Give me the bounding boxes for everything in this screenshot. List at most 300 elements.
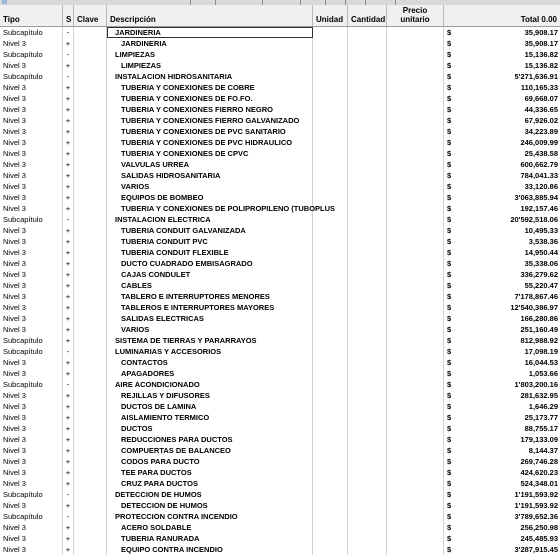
table-row[interactable] bbox=[0, 467, 560, 478]
row-type: Nivel 3 bbox=[0, 401, 63, 412]
row-type: Nivel 3 bbox=[0, 137, 63, 148]
currency-symbol: $ bbox=[447, 292, 452, 301]
currency-symbol: $ bbox=[447, 534, 452, 543]
expand-toggle[interactable]: + bbox=[63, 236, 74, 247]
row-clave bbox=[74, 522, 107, 533]
currency-symbol: $ bbox=[447, 380, 452, 389]
expand-toggle[interactable]: + bbox=[63, 225, 74, 236]
row-clave bbox=[74, 434, 107, 445]
row-cantidad bbox=[348, 412, 387, 423]
row-clave bbox=[74, 137, 107, 148]
row-description[interactable]: VARIOS bbox=[107, 181, 313, 192]
row-clave bbox=[74, 500, 107, 511]
table-row[interactable] bbox=[0, 313, 560, 324]
row-total: 1'191,593.92 bbox=[514, 490, 558, 499]
row-description[interactable]: TEE PARA DUCTOS bbox=[107, 467, 313, 478]
column-header-cantidad[interactable]: Cantidad bbox=[348, 5, 387, 26]
row-description[interactable]: CAJAS CONDULET bbox=[107, 269, 313, 280]
expand-toggle[interactable]: + bbox=[63, 247, 74, 258]
row-clave bbox=[74, 280, 107, 291]
row-cantidad bbox=[348, 137, 387, 148]
table-row[interactable] bbox=[0, 423, 560, 434]
table-row[interactable] bbox=[0, 27, 560, 38]
row-cantidad bbox=[348, 247, 387, 258]
table-row[interactable] bbox=[0, 247, 560, 258]
row-description[interactable]: CONTACTOS bbox=[107, 357, 313, 368]
currency-symbol: $ bbox=[447, 215, 452, 224]
table-row[interactable] bbox=[0, 291, 560, 302]
table-row[interactable] bbox=[0, 379, 560, 390]
currency-symbol: $ bbox=[447, 237, 452, 246]
row-description[interactable]: TUBERIA CONDUIT FLEXIBLE bbox=[107, 247, 313, 258]
expand-toggle[interactable]: + bbox=[63, 148, 74, 159]
row-cantidad bbox=[348, 335, 387, 346]
row-cantidad bbox=[348, 192, 387, 203]
expand-toggle[interactable]: + bbox=[63, 93, 74, 104]
row-cantidad bbox=[348, 346, 387, 357]
row-total: 1'803,200.16 bbox=[514, 380, 558, 389]
row-precio-unitario bbox=[387, 467, 444, 478]
table-row[interactable] bbox=[0, 159, 560, 170]
table-row[interactable] bbox=[0, 445, 560, 456]
expand-toggle[interactable]: - bbox=[63, 49, 74, 60]
row-precio-unitario bbox=[387, 500, 444, 511]
row-unidad bbox=[313, 60, 348, 71]
row-total: 14,950.44 bbox=[524, 248, 558, 257]
expand-toggle[interactable]: - bbox=[63, 71, 74, 82]
row-description[interactable]: DUCTOS DE LAMINA bbox=[107, 401, 313, 412]
row-description[interactable]: CRUZ PARA DUCTOS bbox=[107, 478, 313, 489]
expand-toggle[interactable]: + bbox=[63, 302, 74, 313]
row-total: 7'178,867.46 bbox=[514, 292, 558, 301]
expand-toggle[interactable]: + bbox=[63, 445, 74, 456]
row-description[interactable]: REJILLAS Y DIFUSORES bbox=[107, 390, 313, 401]
table-header bbox=[0, 5, 560, 27]
expand-toggle[interactable]: + bbox=[63, 368, 74, 379]
row-unidad bbox=[313, 137, 348, 148]
table-row[interactable] bbox=[0, 60, 560, 71]
row-description[interactable]: LIMPIEZAS bbox=[107, 49, 313, 60]
table-row[interactable] bbox=[0, 533, 560, 544]
row-type: Nivel 3 bbox=[0, 302, 63, 313]
table-row[interactable] bbox=[0, 412, 560, 423]
row-total: 110,165.33 bbox=[520, 83, 558, 92]
expand-toggle[interactable]: + bbox=[63, 412, 74, 423]
row-description[interactable]: ACERO SOLDABLE bbox=[107, 522, 313, 533]
row-precio-unitario bbox=[387, 159, 444, 170]
row-precio-unitario bbox=[387, 170, 444, 181]
row-clave bbox=[74, 379, 107, 390]
table-row[interactable] bbox=[0, 225, 560, 236]
row-clave bbox=[74, 159, 107, 170]
row-total: 179,133.09 bbox=[520, 435, 558, 444]
currency-symbol: $ bbox=[447, 347, 452, 356]
row-unidad bbox=[313, 302, 348, 313]
expand-toggle[interactable]: + bbox=[63, 456, 74, 467]
expand-toggle[interactable]: - bbox=[63, 379, 74, 390]
expand-toggle[interactable]: + bbox=[63, 401, 74, 412]
row-description[interactable]: TUBERIA Y CONEXIONES DE POLIPROPILENO (TUBOPLUS bbox=[107, 203, 313, 214]
row-precio-unitario bbox=[387, 93, 444, 104]
row-cantidad bbox=[348, 203, 387, 214]
row-type: Nivel 3 bbox=[0, 423, 63, 434]
row-unidad bbox=[313, 203, 348, 214]
expand-toggle[interactable]: + bbox=[63, 181, 74, 192]
row-unidad bbox=[313, 533, 348, 544]
expand-toggle[interactable]: + bbox=[63, 357, 74, 368]
table-row[interactable] bbox=[0, 93, 560, 104]
row-unidad bbox=[313, 214, 348, 225]
row-description[interactable]: CABLES bbox=[107, 280, 313, 291]
row-unidad bbox=[313, 324, 348, 335]
row-clave bbox=[74, 511, 107, 522]
currency-symbol: $ bbox=[447, 336, 452, 345]
row-clave bbox=[74, 126, 107, 137]
expand-toggle[interactable]: - bbox=[63, 511, 74, 522]
table-row[interactable] bbox=[0, 302, 560, 313]
row-clave bbox=[74, 93, 107, 104]
expand-toggle[interactable]: + bbox=[63, 82, 74, 93]
column-header-precio-unitario[interactable]: Precio unitario bbox=[387, 5, 444, 26]
currency-symbol: $ bbox=[447, 446, 452, 455]
table-row[interactable] bbox=[0, 258, 560, 269]
table-row[interactable] bbox=[0, 434, 560, 445]
expand-toggle[interactable]: - bbox=[63, 489, 74, 500]
table-row[interactable] bbox=[0, 456, 560, 467]
row-total: 12'540,386.97 bbox=[510, 303, 558, 312]
row-total: 1,053.66 bbox=[528, 369, 558, 378]
row-description[interactable]: TABLEROS E INTERRUPTORES MAYORES bbox=[107, 302, 313, 313]
table-row[interactable] bbox=[0, 269, 560, 280]
row-description[interactable]: DETECCION DE HUMOS bbox=[107, 489, 313, 500]
table-row[interactable] bbox=[0, 489, 560, 500]
row-total: 35,908.17 bbox=[524, 28, 558, 37]
expand-toggle[interactable]: + bbox=[63, 280, 74, 291]
row-cantidad bbox=[348, 148, 387, 159]
row-description[interactable]: LIMPIEZAS bbox=[107, 60, 313, 71]
row-description[interactable]: DUCTO CUADRADO EMBISAGRADO bbox=[107, 258, 313, 269]
expand-toggle[interactable]: - bbox=[63, 27, 74, 38]
expand-toggle[interactable]: + bbox=[63, 104, 74, 115]
row-clave bbox=[74, 467, 107, 478]
currency-symbol: $ bbox=[447, 204, 452, 213]
row-description[interactable]: AISLAMIENTO TERMICO bbox=[107, 412, 313, 423]
table-row[interactable] bbox=[0, 82, 560, 93]
row-precio-unitario bbox=[387, 27, 444, 38]
column-header-tipo[interactable]: Tipo bbox=[0, 5, 63, 26]
expand-toggle[interactable]: + bbox=[63, 203, 74, 214]
row-cantidad bbox=[348, 115, 387, 126]
expand-toggle[interactable]: + bbox=[63, 269, 74, 280]
row-cantidad bbox=[348, 159, 387, 170]
table-row[interactable] bbox=[0, 192, 560, 203]
table-row[interactable] bbox=[0, 181, 560, 192]
expand-toggle[interactable]: - bbox=[63, 214, 74, 225]
row-description[interactable]: JARDINERIA bbox=[107, 38, 313, 49]
row-type: Nivel 3 bbox=[0, 357, 63, 368]
expand-toggle[interactable]: - bbox=[63, 346, 74, 357]
row-cantidad bbox=[348, 170, 387, 181]
currency-symbol: $ bbox=[447, 193, 452, 202]
currency-symbol: $ bbox=[447, 523, 452, 532]
row-clave bbox=[74, 357, 107, 368]
table-row[interactable] bbox=[0, 236, 560, 247]
row-unidad bbox=[313, 269, 348, 280]
row-description[interactable]: TUBERIA Y CONEXIONES DE PVC HIDRAULICO bbox=[107, 137, 313, 148]
row-precio-unitario bbox=[387, 401, 444, 412]
row-clave bbox=[74, 225, 107, 236]
table-row[interactable] bbox=[0, 368, 560, 379]
row-total: 88,755.17 bbox=[524, 424, 558, 433]
row-description[interactable]: TUBERIA Y CONEXIONES DE COBRE bbox=[107, 82, 313, 93]
expand-toggle[interactable]: + bbox=[63, 324, 74, 335]
table-row[interactable] bbox=[0, 357, 560, 368]
expand-toggle[interactable]: + bbox=[63, 478, 74, 489]
currency-symbol: $ bbox=[447, 501, 452, 510]
currency-symbol: $ bbox=[447, 72, 452, 81]
row-total: 3'287,915.45 bbox=[514, 545, 558, 554]
row-total: 25,438.58 bbox=[524, 149, 558, 158]
row-description[interactable]: TUBERIA Y CONEXIONES DE FO.FO. bbox=[107, 93, 313, 104]
row-total: 192,157.46 bbox=[520, 204, 558, 213]
row-type: Nivel 3 bbox=[0, 148, 63, 159]
row-type: Nivel 3 bbox=[0, 280, 63, 291]
currency-symbol: $ bbox=[447, 248, 452, 257]
row-type: Nivel 3 bbox=[0, 60, 63, 71]
row-description[interactable]: CODOS PARA DUCTO bbox=[107, 456, 313, 467]
row-description[interactable]: DUCTOS bbox=[107, 423, 313, 434]
expand-toggle[interactable]: + bbox=[63, 60, 74, 71]
table-row[interactable] bbox=[0, 335, 560, 346]
row-cantidad bbox=[348, 368, 387, 379]
row-clave bbox=[74, 27, 107, 38]
row-unidad bbox=[313, 27, 348, 38]
row-unidad bbox=[313, 148, 348, 159]
table-row[interactable] bbox=[0, 137, 560, 148]
expand-toggle[interactable]: + bbox=[63, 115, 74, 126]
row-type: Nivel 3 bbox=[0, 445, 63, 456]
row-precio-unitario bbox=[387, 533, 444, 544]
expand-toggle[interactable]: + bbox=[63, 192, 74, 203]
row-total: 17,098.19 bbox=[524, 347, 558, 356]
expand-toggle[interactable]: + bbox=[63, 500, 74, 511]
row-description[interactable]: EQUIPOS DE BOMBEO bbox=[107, 192, 313, 203]
row-cantidad bbox=[348, 357, 387, 368]
table-row[interactable] bbox=[0, 390, 560, 401]
row-clave bbox=[74, 181, 107, 192]
row-type: Subcapítulo bbox=[0, 346, 63, 357]
expand-toggle[interactable]: + bbox=[63, 467, 74, 478]
currency-symbol: $ bbox=[447, 28, 452, 37]
column-header-descripcion[interactable]: Descripción bbox=[107, 5, 313, 26]
row-description[interactable]: AIRE ACONDICIONADO bbox=[107, 379, 313, 390]
row-cantidad bbox=[348, 478, 387, 489]
currency-symbol: $ bbox=[447, 479, 452, 488]
row-precio-unitario bbox=[387, 38, 444, 49]
table-row[interactable] bbox=[0, 346, 560, 357]
row-cantidad bbox=[348, 456, 387, 467]
row-type: Nivel 3 bbox=[0, 434, 63, 445]
table-row[interactable] bbox=[0, 522, 560, 533]
row-clave bbox=[74, 313, 107, 324]
row-precio-unitario bbox=[387, 390, 444, 401]
row-clave bbox=[74, 148, 107, 159]
row-cantidad bbox=[348, 38, 387, 49]
row-description[interactable]: VALVULAS URREA bbox=[107, 159, 313, 170]
table-row[interactable] bbox=[0, 170, 560, 181]
row-description[interactable]: INSTALACION HIDROSANITARIA bbox=[107, 71, 313, 82]
row-description[interactable]: TUBERIA Y CONEXIONES FIERRO NEGRO bbox=[107, 104, 313, 115]
currency-symbol: $ bbox=[447, 358, 452, 367]
table-row[interactable] bbox=[0, 324, 560, 335]
row-precio-unitario bbox=[387, 346, 444, 357]
row-description[interactable]: TUBERIA CONDUIT GALVANIZADA bbox=[107, 225, 313, 236]
row-cantidad bbox=[348, 236, 387, 247]
row-description[interactable]: TUBERIA Y CONEXIONES DE CPVC bbox=[107, 148, 313, 159]
row-total: 69,668.07 bbox=[524, 94, 558, 103]
row-description[interactable]: SALIDAS HIDROSANITARIA bbox=[107, 170, 313, 181]
expand-toggle[interactable]: + bbox=[63, 434, 74, 445]
row-type: Nivel 3 bbox=[0, 313, 63, 324]
row-clave bbox=[74, 49, 107, 60]
row-description[interactable]: PROTECCION CONTRA INCENDIO bbox=[107, 511, 313, 522]
expand-toggle[interactable]: + bbox=[63, 522, 74, 533]
row-cantidad bbox=[348, 291, 387, 302]
row-description[interactable]: APAGADORES bbox=[107, 368, 313, 379]
row-type: Subcapítulo bbox=[0, 214, 63, 225]
column-header-s[interactable]: S bbox=[63, 5, 74, 26]
row-description[interactable]: TUBERIA Y CONEXIONES FIERRO GALVANIZADO bbox=[107, 115, 313, 126]
currency-symbol: $ bbox=[447, 171, 452, 180]
table-row[interactable] bbox=[0, 280, 560, 291]
currency-symbol: $ bbox=[447, 138, 452, 147]
column-header-clave[interactable]: Clave bbox=[74, 5, 107, 26]
table-row[interactable] bbox=[0, 115, 560, 126]
table-row[interactable] bbox=[0, 104, 560, 115]
row-cantidad bbox=[348, 49, 387, 60]
row-precio-unitario bbox=[387, 258, 444, 269]
row-type: Nivel 3 bbox=[0, 390, 63, 401]
table-row[interactable] bbox=[0, 500, 560, 511]
row-cantidad bbox=[348, 214, 387, 225]
expand-toggle[interactable]: + bbox=[63, 258, 74, 269]
table-row[interactable] bbox=[0, 478, 560, 489]
row-unidad bbox=[313, 247, 348, 258]
row-precio-unitario bbox=[387, 511, 444, 522]
row-precio-unitario bbox=[387, 412, 444, 423]
table-row[interactable] bbox=[0, 203, 560, 214]
column-header-total[interactable]: Total 0.00 bbox=[520, 15, 557, 24]
row-description[interactable]: EQUIPO CONTRA INCENDIO bbox=[107, 544, 313, 555]
expand-toggle[interactable]: + bbox=[63, 291, 74, 302]
row-cantidad bbox=[348, 500, 387, 511]
row-description[interactable]: COMPUERTAS DE BALANCEO bbox=[107, 445, 313, 456]
row-clave bbox=[74, 544, 107, 555]
row-total: 166,280.86 bbox=[520, 314, 558, 323]
row-clave bbox=[74, 302, 107, 313]
row-total: 34,223.89 bbox=[524, 127, 558, 136]
row-description[interactable]: SALIDAS ELECTRICAS bbox=[107, 313, 313, 324]
row-unidad bbox=[313, 357, 348, 368]
row-precio-unitario bbox=[387, 236, 444, 247]
table-row[interactable] bbox=[0, 511, 560, 522]
row-clave bbox=[74, 346, 107, 357]
row-total: 245,485.93 bbox=[520, 534, 558, 543]
currency-symbol: $ bbox=[447, 50, 452, 59]
row-total: 8,144.37 bbox=[528, 446, 558, 455]
budget-table-body bbox=[0, 27, 560, 555]
row-description[interactable]: VARIOS bbox=[107, 324, 313, 335]
currency-symbol: $ bbox=[447, 545, 452, 554]
row-unidad bbox=[313, 544, 348, 555]
currency-symbol: $ bbox=[447, 314, 452, 323]
table-row[interactable] bbox=[0, 126, 560, 137]
expand-toggle[interactable]: + bbox=[63, 126, 74, 137]
expand-toggle[interactable]: + bbox=[63, 423, 74, 434]
row-total: 269,746.28 bbox=[520, 457, 558, 466]
row-description[interactable]: TABLERO E INTERRUPTORES MENORES bbox=[107, 291, 313, 302]
row-clave bbox=[74, 324, 107, 335]
row-total: 3'789,652.36 bbox=[514, 512, 558, 521]
row-type: Nivel 3 bbox=[0, 247, 63, 258]
currency-symbol: $ bbox=[447, 259, 452, 268]
row-cantidad bbox=[348, 489, 387, 500]
column-header-unidad[interactable]: Unidad bbox=[313, 5, 348, 26]
expand-toggle[interactable]: + bbox=[63, 335, 74, 346]
expand-toggle[interactable]: + bbox=[63, 159, 74, 170]
row-cantidad bbox=[348, 126, 387, 137]
row-cantidad bbox=[348, 390, 387, 401]
row-description[interactable]: TUBERIA RANURADA bbox=[107, 533, 313, 544]
table-row[interactable] bbox=[0, 49, 560, 60]
row-precio-unitario bbox=[387, 456, 444, 467]
table-row[interactable] bbox=[0, 544, 560, 555]
table-row[interactable] bbox=[0, 214, 560, 225]
currency-symbol: $ bbox=[447, 369, 452, 378]
expand-toggle[interactable]: + bbox=[63, 390, 74, 401]
expand-toggle[interactable]: + bbox=[63, 38, 74, 49]
table-row[interactable] bbox=[0, 38, 560, 49]
row-description[interactable]: REDUCCIONES PARA DUCTOS bbox=[107, 434, 313, 445]
table-row[interactable] bbox=[0, 71, 560, 82]
table-row[interactable] bbox=[0, 401, 560, 412]
expand-toggle[interactable]: + bbox=[63, 170, 74, 181]
expand-toggle[interactable]: + bbox=[63, 533, 74, 544]
row-cantidad bbox=[348, 467, 387, 478]
row-unidad bbox=[313, 93, 348, 104]
row-clave bbox=[74, 214, 107, 225]
row-description[interactable]: SISTEMA DE TIERRAS Y PARARRAYOS bbox=[107, 335, 313, 346]
window-icon[interactable] bbox=[2, 0, 7, 4]
row-description[interactable]: DETECCION DE HUMOS bbox=[107, 500, 313, 511]
row-type: Nivel 3 bbox=[0, 93, 63, 104]
row-description[interactable]: JARDINERIA bbox=[107, 27, 313, 38]
row-description[interactable]: LUMINARIAS Y ACCESORIOS bbox=[107, 346, 313, 357]
expand-toggle[interactable]: + bbox=[63, 544, 74, 555]
row-description[interactable]: TUBERIA CONDUIT PVC bbox=[107, 236, 313, 247]
row-cantidad bbox=[348, 280, 387, 291]
row-unidad bbox=[313, 434, 348, 445]
row-description[interactable]: TUBERIA Y CONEXIONES DE PVC SANITARIO bbox=[107, 126, 313, 137]
table-row[interactable] bbox=[0, 148, 560, 159]
row-precio-unitario bbox=[387, 544, 444, 555]
row-unidad bbox=[313, 390, 348, 401]
row-description[interactable]: INSTALACION ELECTRICA bbox=[107, 214, 313, 225]
row-cantidad bbox=[348, 181, 387, 192]
expand-toggle[interactable]: + bbox=[63, 137, 74, 148]
expand-toggle[interactable]: + bbox=[63, 313, 74, 324]
row-total: 524,348.01 bbox=[520, 479, 558, 488]
